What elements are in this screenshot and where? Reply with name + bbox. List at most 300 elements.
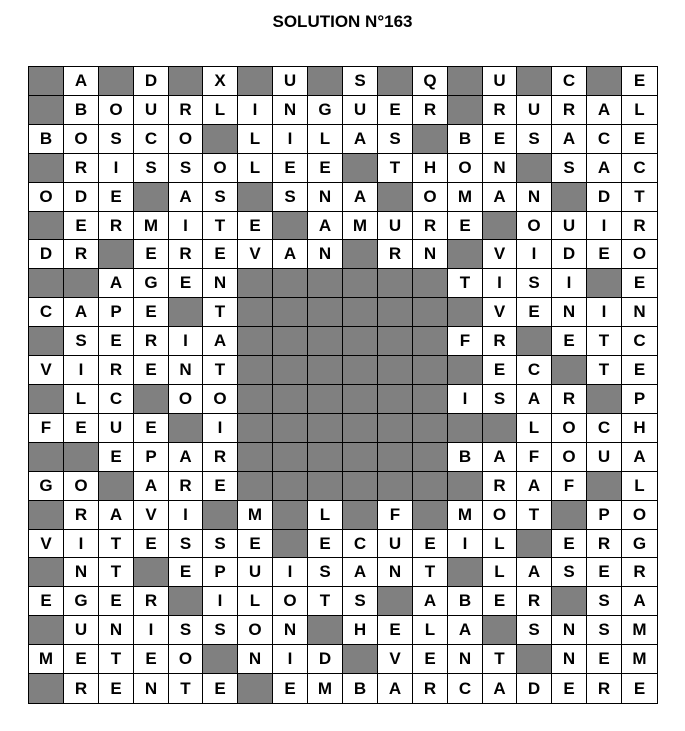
black-cell (343, 443, 378, 472)
letter-cell: I (169, 212, 203, 240)
letter-cell: E (134, 414, 169, 443)
letter-cell: F (552, 472, 587, 501)
letter-cell: N (238, 645, 273, 674)
letter-cell: R (552, 385, 587, 414)
letter-cell: D (308, 645, 343, 674)
black-cell (169, 414, 203, 443)
letter-cell: F (517, 443, 552, 472)
letter-cell: T (448, 269, 483, 298)
black-cell (273, 327, 308, 356)
black-cell (483, 212, 517, 240)
letter-cell: A (378, 674, 413, 703)
letter-cell: S (343, 587, 378, 616)
letter-cell: N (308, 183, 343, 212)
black-cell (413, 356, 448, 385)
letter-cell: N (169, 356, 203, 385)
black-cell (308, 443, 343, 472)
black-cell (343, 645, 378, 674)
letter-cell: N (552, 298, 587, 327)
letter-cell: R (483, 327, 517, 356)
letter-cell: I (448, 530, 483, 558)
letter-cell: O (99, 96, 134, 125)
letter-cell: G (64, 587, 99, 616)
black-cell (238, 269, 273, 298)
letter-cell: A (134, 472, 169, 501)
black-cell (238, 183, 273, 212)
letter-cell: A (517, 558, 552, 587)
letter-cell: D (587, 183, 622, 212)
black-cell (413, 269, 448, 298)
letter-cell: A (483, 674, 517, 703)
letter-cell: S (273, 183, 308, 212)
letter-cell: N (134, 674, 169, 703)
letter-cell: E (308, 154, 343, 183)
letter-cell: D (29, 240, 64, 269)
letter-cell: B (343, 674, 378, 703)
black-cell (308, 385, 343, 414)
letter-cell: C (587, 125, 622, 154)
letter-cell: F (448, 327, 483, 356)
letter-cell: L (308, 125, 343, 154)
black-cell (448, 96, 483, 125)
letter-cell: S (517, 125, 552, 154)
letter-cell: C (134, 125, 169, 154)
black-cell (308, 414, 343, 443)
letter-cell: E (134, 298, 169, 327)
letter-cell: L (64, 385, 99, 414)
letter-cell: I (273, 558, 308, 587)
letter-cell: S (552, 558, 587, 587)
letter-cell: D (552, 240, 587, 269)
letter-cell: O (273, 587, 308, 616)
black-cell (308, 327, 343, 356)
letter-cell: I (587, 298, 622, 327)
letter-cell: A (99, 501, 134, 530)
letter-cell: G (308, 96, 343, 125)
black-cell (169, 298, 203, 327)
letter-cell: E (587, 558, 622, 587)
black-cell (29, 212, 64, 240)
letter-cell: G (134, 269, 169, 298)
letter-cell: H (413, 154, 448, 183)
black-cell (343, 154, 378, 183)
letter-cell: T (169, 674, 203, 703)
black-cell (308, 472, 343, 501)
black-cell (517, 327, 552, 356)
letter-cell: A (343, 183, 378, 212)
black-cell (587, 269, 622, 298)
black-cell (448, 414, 483, 443)
letter-cell: S (203, 530, 238, 558)
letter-cell: E (238, 212, 273, 240)
black-cell (587, 67, 622, 96)
letter-cell: U (517, 96, 552, 125)
black-cell (273, 385, 308, 414)
black-cell (378, 472, 413, 501)
black-cell (273, 472, 308, 501)
letter-cell: L (483, 558, 517, 587)
letter-cell: E (622, 356, 657, 385)
letter-cell: E (134, 240, 169, 269)
letter-cell: E (622, 67, 657, 96)
letter-cell: S (64, 327, 99, 356)
letter-cell: S (378, 125, 413, 154)
black-cell (378, 587, 413, 616)
letter-cell: E (238, 530, 273, 558)
letter-cell: M (343, 212, 378, 240)
letter-cell: A (169, 183, 203, 212)
letter-cell: N (308, 240, 343, 269)
letter-cell: B (64, 96, 99, 125)
letter-cell: P (99, 298, 134, 327)
letter-cell: U (64, 616, 99, 645)
letter-cell: N (64, 558, 99, 587)
black-cell (273, 443, 308, 472)
letter-cell: A (64, 298, 99, 327)
black-cell (448, 472, 483, 501)
letter-cell: V (483, 298, 517, 327)
black-cell (29, 558, 64, 587)
letter-cell: M (622, 645, 657, 674)
black-cell (343, 472, 378, 501)
crossword-grid (28, 66, 658, 704)
letter-cell: M (238, 501, 273, 530)
letter-cell: S (517, 616, 552, 645)
letter-cell: A (517, 472, 552, 501)
letter-cell: R (413, 674, 448, 703)
letter-cell: T (587, 327, 622, 356)
letter-cell: E (587, 240, 622, 269)
letter-cell: E (378, 616, 413, 645)
black-cell (238, 414, 273, 443)
black-cell (99, 472, 134, 501)
black-cell (134, 183, 169, 212)
letter-cell: U (483, 67, 517, 96)
letter-cell: I (448, 385, 483, 414)
black-cell (343, 298, 378, 327)
letter-cell: E (169, 558, 203, 587)
black-cell (29, 327, 64, 356)
letter-cell: C (29, 298, 64, 327)
letter-cell: T (203, 212, 238, 240)
letter-cell: E (134, 645, 169, 674)
letter-cell: L (622, 472, 657, 501)
letter-cell: T (99, 558, 134, 587)
letter-cell: E (64, 212, 99, 240)
letter-cell: O (552, 443, 587, 472)
letter-cell: E (378, 96, 413, 125)
letter-cell: N (413, 240, 448, 269)
black-cell (448, 298, 483, 327)
black-cell (238, 327, 273, 356)
black-cell (238, 385, 273, 414)
letter-cell: O (622, 240, 657, 269)
letter-cell: L (203, 96, 238, 125)
letter-cell: U (273, 67, 308, 96)
letter-cell: N (552, 645, 587, 674)
black-cell (552, 587, 587, 616)
letter-cell: S (552, 154, 587, 183)
black-cell (448, 67, 483, 96)
letter-cell: E (99, 674, 134, 703)
black-cell (29, 269, 64, 298)
letter-cell: A (517, 385, 552, 414)
letter-cell: E (134, 356, 169, 385)
letter-cell: A (587, 154, 622, 183)
letter-cell: E (483, 125, 517, 154)
letter-cell: P (587, 501, 622, 530)
letter-cell: N (552, 616, 587, 645)
letter-cell: Q (413, 67, 448, 96)
black-cell (343, 414, 378, 443)
letter-cell: E (273, 674, 308, 703)
letter-cell: T (378, 154, 413, 183)
letter-cell: R (413, 96, 448, 125)
letter-cell: I (483, 269, 517, 298)
letter-cell: E (99, 587, 134, 616)
black-cell (343, 327, 378, 356)
black-cell (273, 530, 308, 558)
letter-cell: T (203, 298, 238, 327)
letter-cell: L (483, 530, 517, 558)
letter-cell: T (413, 558, 448, 587)
letter-cell: T (622, 183, 657, 212)
letter-cell: M (29, 645, 64, 674)
letter-cell: O (203, 385, 238, 414)
letter-cell: C (622, 327, 657, 356)
letter-cell: R (99, 212, 134, 240)
letter-cell: O (169, 385, 203, 414)
black-cell (308, 298, 343, 327)
black-cell (169, 587, 203, 616)
black-cell (29, 616, 64, 645)
letter-cell: E (622, 125, 657, 154)
letter-cell: S (517, 269, 552, 298)
letter-cell: R (64, 501, 99, 530)
black-cell (29, 501, 64, 530)
black-cell (134, 385, 169, 414)
letter-cell: H (622, 414, 657, 443)
letter-cell: E (64, 414, 99, 443)
letter-cell: R (622, 558, 657, 587)
black-cell (273, 298, 308, 327)
letter-cell: E (517, 298, 552, 327)
letter-cell: S (308, 558, 343, 587)
letter-cell: R (552, 96, 587, 125)
black-cell (308, 616, 343, 645)
letter-cell: B (29, 125, 64, 154)
black-cell (552, 501, 587, 530)
letter-cell: R (169, 96, 203, 125)
black-cell (203, 501, 238, 530)
letter-cell: A (622, 443, 657, 472)
letter-cell: F (29, 414, 64, 443)
black-cell (99, 67, 134, 96)
letter-cell: M (622, 616, 657, 645)
letter-cell: I (169, 327, 203, 356)
black-cell (552, 356, 587, 385)
black-cell (378, 298, 413, 327)
letter-cell: T (203, 356, 238, 385)
letter-cell: M (448, 183, 483, 212)
letter-cell: E (203, 472, 238, 501)
letter-cell: C (622, 154, 657, 183)
letter-cell: A (308, 212, 343, 240)
black-cell (64, 269, 99, 298)
letter-cell: V (134, 501, 169, 530)
black-cell (273, 356, 308, 385)
letter-cell: B (448, 443, 483, 472)
letter-cell: E (587, 645, 622, 674)
letter-cell: C (99, 385, 134, 414)
letter-cell: M (134, 212, 169, 240)
letter-cell: I (273, 125, 308, 154)
letter-cell: E (203, 240, 238, 269)
letter-cell: S (483, 385, 517, 414)
black-cell (378, 443, 413, 472)
letter-cell: I (587, 212, 622, 240)
letter-cell: E (203, 674, 238, 703)
letter-cell: S (587, 616, 622, 645)
letter-cell: A (587, 96, 622, 125)
letter-cell: E (552, 530, 587, 558)
letter-cell: A (343, 558, 378, 587)
letter-cell: O (64, 125, 99, 154)
letter-cell: I (203, 587, 238, 616)
black-cell (378, 269, 413, 298)
black-cell (134, 558, 169, 587)
letter-cell: R (134, 327, 169, 356)
black-cell (64, 443, 99, 472)
letter-cell: E (64, 645, 99, 674)
black-cell (517, 645, 552, 674)
letter-cell: D (517, 674, 552, 703)
letter-cell: R (99, 356, 134, 385)
letter-cell: R (483, 472, 517, 501)
black-cell (517, 67, 552, 96)
letter-cell: R (378, 240, 413, 269)
letter-cell: O (64, 472, 99, 501)
letter-cell: O (413, 183, 448, 212)
black-cell (29, 674, 64, 703)
letter-cell: R (169, 240, 203, 269)
letter-cell: B (448, 125, 483, 154)
letter-cell: I (203, 414, 238, 443)
letter-cell: I (64, 356, 99, 385)
letter-cell: S (587, 587, 622, 616)
letter-cell: L (238, 125, 273, 154)
black-cell (343, 385, 378, 414)
letter-cell: A (203, 327, 238, 356)
letter-cell: A (448, 616, 483, 645)
letter-cell: S (343, 67, 378, 96)
black-cell (273, 269, 308, 298)
black-cell (273, 501, 308, 530)
letter-cell: E (413, 645, 448, 674)
letter-cell: C (343, 530, 378, 558)
black-cell (413, 443, 448, 472)
letter-cell: L (238, 154, 273, 183)
letter-cell: O (483, 501, 517, 530)
letter-cell: L (238, 587, 273, 616)
letter-cell: P (622, 385, 657, 414)
letter-cell: I (552, 269, 587, 298)
black-cell (448, 240, 483, 269)
black-cell (378, 414, 413, 443)
letter-cell: R (134, 587, 169, 616)
letter-cell: U (343, 96, 378, 125)
letter-cell: A (552, 125, 587, 154)
letter-cell: A (343, 125, 378, 154)
letter-cell: A (273, 240, 308, 269)
letter-cell: R (517, 587, 552, 616)
letter-cell: A (99, 269, 134, 298)
letter-cell: D (64, 183, 99, 212)
letter-cell: E (633, 678, 646, 698)
letter-cell: P (203, 558, 238, 587)
letter-cell: I (99, 154, 134, 183)
letter-cell: R (587, 674, 622, 703)
black-cell (308, 67, 343, 96)
letter-cell: T (308, 587, 343, 616)
letter-cell: E (552, 674, 587, 703)
black-cell (448, 356, 483, 385)
letter-cell: O (622, 501, 657, 530)
letter-cell: E (552, 327, 587, 356)
letter-cell: I (238, 96, 273, 125)
letter-cell: I (273, 645, 308, 674)
black-cell (343, 269, 378, 298)
black-cell (29, 96, 64, 125)
black-cell (273, 414, 308, 443)
black-cell (413, 298, 448, 327)
letter-cell: U (99, 414, 134, 443)
letter-cell: N (517, 183, 552, 212)
black-cell (413, 327, 448, 356)
letter-cell: E (483, 587, 517, 616)
black-cell (552, 183, 587, 212)
letter-cell: E (413, 530, 448, 558)
letter-cell: C (448, 674, 483, 703)
black-cell (517, 154, 552, 183)
letter-cell: E (99, 183, 134, 212)
letter-cell: S (169, 154, 203, 183)
letter-cell: I (64, 530, 99, 558)
letter-cell: C (552, 67, 587, 96)
black-cell (587, 385, 622, 414)
black-cell (238, 443, 273, 472)
letter-cell: O (169, 125, 203, 154)
letter-cell: R (483, 96, 517, 125)
letter-cell: S (203, 616, 238, 645)
letter-cell: U (378, 212, 413, 240)
black-cell (238, 356, 273, 385)
letter-cell: T (517, 501, 552, 530)
letter-cell: N (203, 269, 238, 298)
black-cell (413, 414, 448, 443)
letter-cell: R (203, 443, 238, 472)
black-cell (308, 356, 343, 385)
letter-cell: V (483, 240, 517, 269)
letter-cell: T (99, 530, 134, 558)
letter-cell: E (308, 530, 343, 558)
letter-cell: R (413, 212, 448, 240)
letter-cell: A (413, 587, 448, 616)
letter-cell: A (64, 67, 99, 96)
black-cell (343, 501, 378, 530)
letter-cell: O (203, 154, 238, 183)
letter-cell: P (134, 443, 169, 472)
